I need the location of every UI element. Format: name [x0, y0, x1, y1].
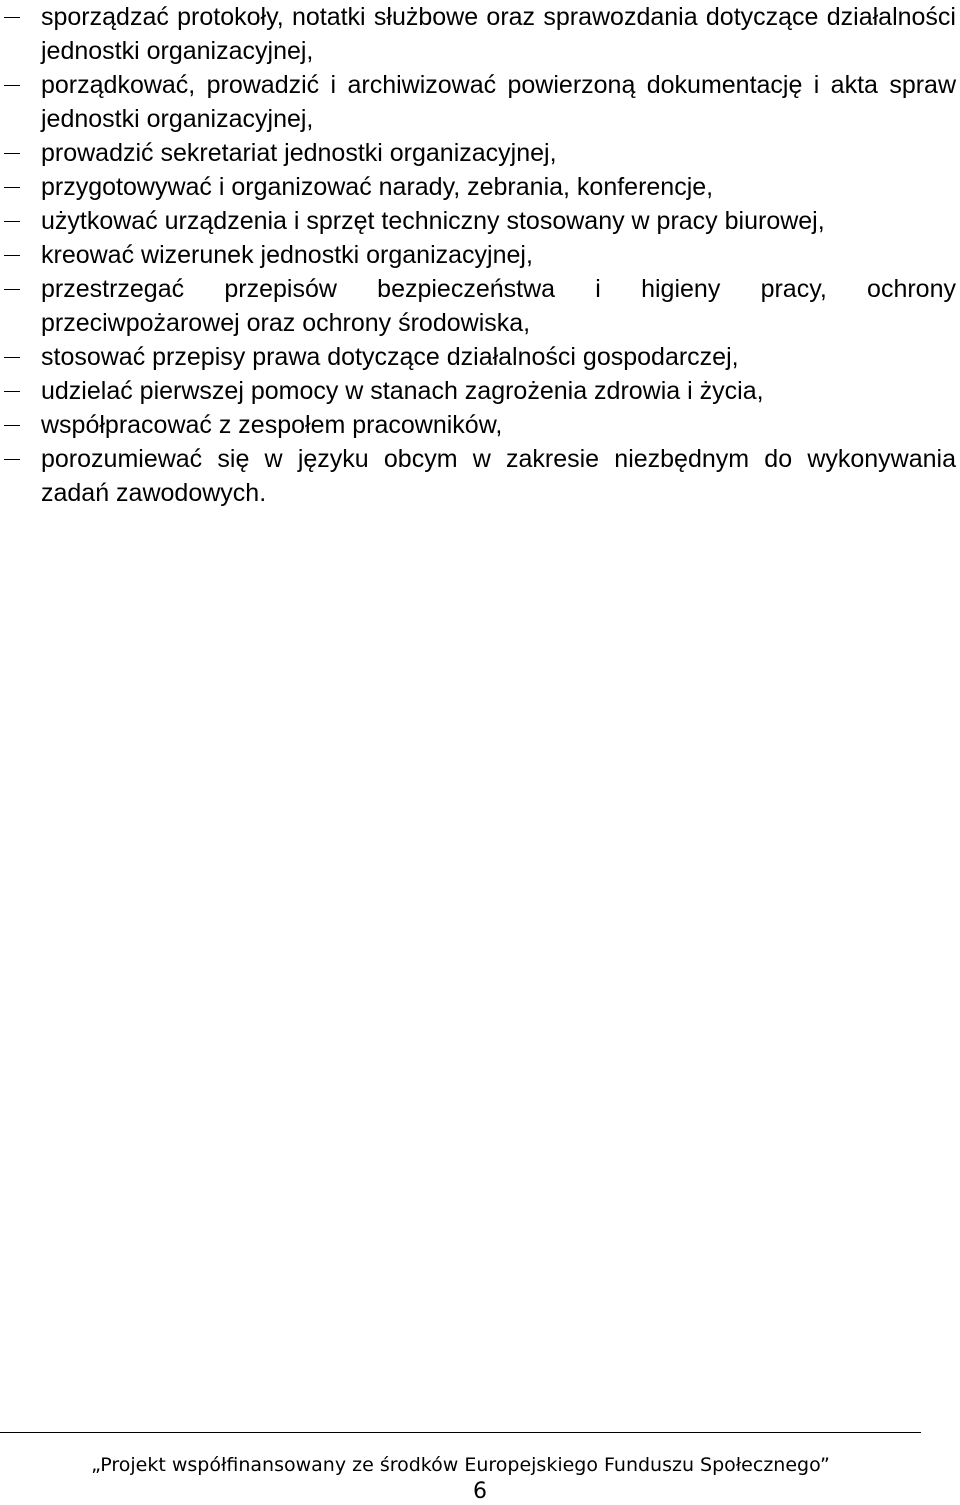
list-item-text: udzielać pierwszej pomocy w stanach zagrożenia zdrowia i życia, — [41, 377, 764, 405]
list-item — [0, 170, 956, 204]
list-item — [0, 204, 956, 238]
dash-bullet-icon — [4, 85, 20, 86]
list-item — [0, 0, 956, 68]
list-item-text: przygotowywać i organizować narady, zebrania, konferencje, — [41, 173, 714, 201]
dash-bullet-icon — [4, 221, 20, 222]
list-item — [0, 340, 956, 374]
list-item-text: porządkować, prowadzić i archiwizować powierzoną dokumentację i akta spraw jednostki organizacyjnej, — [41, 71, 956, 133]
list-item — [0, 238, 956, 272]
list-item — [0, 442, 956, 510]
list-item — [0, 272, 956, 340]
dash-bullet-icon — [4, 425, 20, 426]
list-item-text: prowadzić sekretariat jednostki organizacyjnej, — [41, 139, 557, 167]
dash-bullet-icon — [4, 255, 20, 256]
list-item-text: porozumiewać się w języku obcym w zakresie niezbędnym do wykonywania zadań zawodowych. — [41, 445, 956, 507]
list-item-text: współpracować z zespołem pracowników, — [41, 411, 503, 439]
dash-bullet-icon — [4, 289, 20, 290]
dash-bullet-icon — [4, 459, 20, 460]
list-item — [0, 68, 956, 136]
list-item-text: stosować przepisy prawa dotyczące działalności gospodarczej, — [41, 343, 739, 371]
dash-bullet-icon — [4, 153, 20, 154]
competency-list — [0, 0, 960, 510]
dash-bullet-icon — [4, 17, 20, 18]
list-item — [0, 408, 956, 442]
dash-bullet-icon — [4, 187, 20, 188]
dash-bullet-icon — [4, 391, 20, 392]
list-item-text: przestrzegać przepisów bezpieczeństwa i higieny pracy, ochrony przeciwpożarowej oraz ochrony środowiska, — [41, 275, 956, 337]
footer-divider — [0, 1432, 921, 1433]
list-item-text: użytkować urządzenia i sprzęt techniczny stosowany w pracy biurowej, — [41, 207, 825, 235]
list-item-text: kreować wizerunek jednostki organizacyjnej, — [41, 241, 533, 269]
list-item-text: sporządzać protokoły, notatki służbowe oraz sprawozdania dotyczące działalności jednostki organizacyjnej, — [41, 3, 956, 65]
list-item — [0, 136, 956, 170]
page-number: 6 — [473, 1479, 487, 1504]
footer-funding-note: „Projekt współfinansowany ze środków Europejskiego Funduszu Społecznego” — [91, 1454, 830, 1476]
list-item — [0, 374, 956, 408]
dash-bullet-icon — [4, 357, 20, 358]
